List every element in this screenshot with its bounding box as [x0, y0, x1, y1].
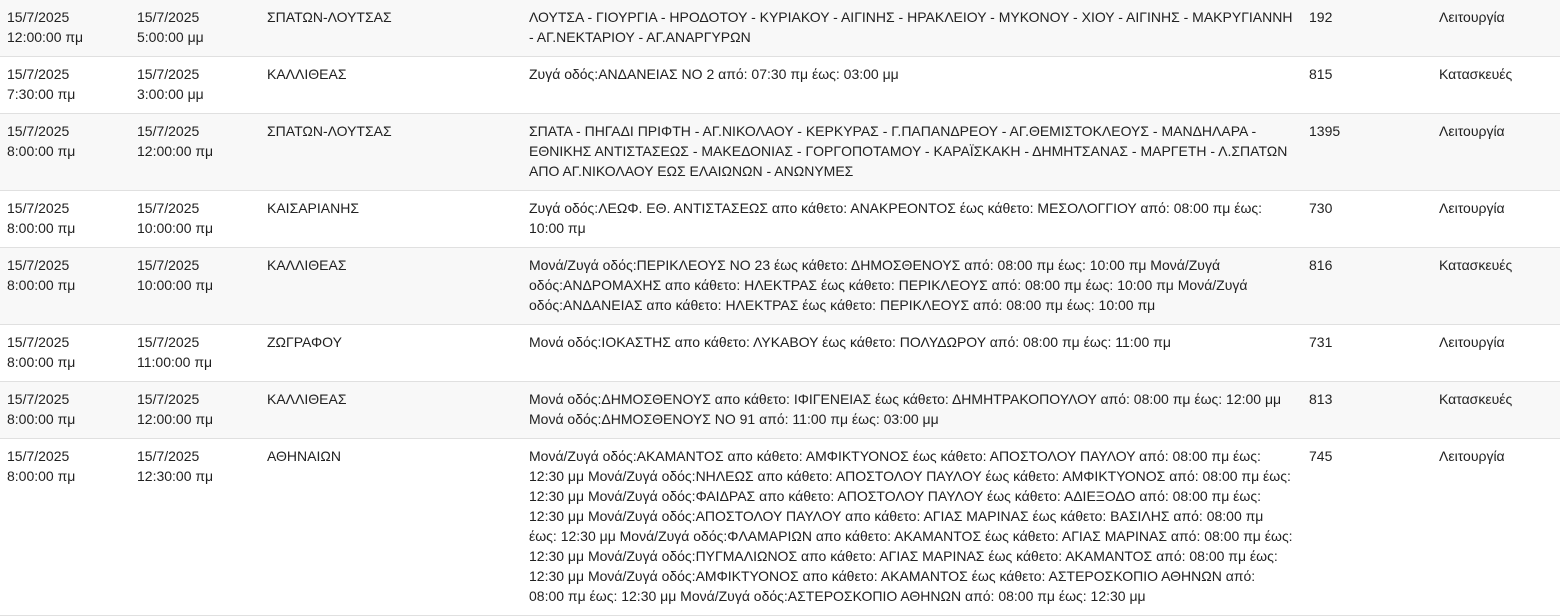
start-datetime-cell: [0, 248, 130, 325]
table-row: [0, 325, 1560, 382]
code-cell: 1395: [1309, 123, 1341, 139]
start-date: 15/7/2025: [7, 391, 70, 407]
type-cell: Λειτουργία: [1439, 123, 1505, 139]
end-time: 3:00:00 μμ: [137, 86, 204, 102]
start-date: 15/7/2025: [7, 257, 70, 273]
table-row: [0, 248, 1560, 325]
description-cell: Μονά/Ζυγά οδός:ΠΕΡΙΚΛΕΟΥΣ ΝΟ 23 έως κάθετο: ΔΗΜΟΣΘΕΝΟΥΣ από: 08:00 πμ έως: 10:00 πμ Μονά/Ζυγά οδός:ΑΝΔΡΟΜΑΧΗΣ απο κάθετο: ΗΛΕΚΤΡΑΣ έως κάθετο: ΠΕΡΙΚΛΕΟΥΣ από: 08:00 πμ έως: 10:00 πμ Μονά/Ζυγά οδός:ΑΝΔΑΝΕΙΑΣ απο κάθετο: ΗΛΕΚΤΡΑΣ έως κάθετο: ΠΕΡΙΚΛΕΟΥΣ από: 08:00 πμ έως: 10:00 πμ: [529, 257, 1248, 313]
table-row: [0, 0, 1560, 57]
start-time: 8:00:00 πμ: [7, 143, 76, 159]
description-cell: Μονά/Ζυγά οδός:ΑΚΑΜΑΝΤΟΣ απο κάθετο: ΑΜΦΙΚΤΥΟΝΟΣ έως κάθετο: ΑΠΟΣΤΟΛΟΥ ΠΑΥΛΟΥ από: 08:00 πμ έως: 12:30 μμ Μονά/Ζυγά οδός:ΝΗΛΕΩΣ απο κάθετο: ΑΠΟΣΤΟΛΟΥ ΠΑΥΛΟΥ έως κάθετο: ΑΜΦΙΚΤΥΟΝΟΣ από: 08:00 πμ έως: 12:30 μμ Μονά/Ζυγά οδός:ΦΑΙΔΡΑΣ απο κάθετο: ΑΠΟΣΤΟΛΟΥ ΠΑΥΛΟΥ έως κάθετο: ΑΔΙΕΞΟΔΟ από: 08:00 πμ έως: 12:30 μμ Μονά/Ζυγά οδός:ΑΠΟΣΤΟΛΟΥ ΠΑΥΛΟΥ απο κάθετο: ΑΓΙΑΣ ΜΑΡΙΝΑΣ έως κάθετο: ΒΑΣΙΛΗΣ από: 08:00 πμ έως: 12:30 μμ Μονά/Ζυγά οδός:ΦΛΑΜΑΡΙΩΝ απο κάθετο: ΑΚΑΜΑΝΤΟΣ έως κάθετο: ΑΓΙΑΣ ΜΑΡΙΝΑΣ από: 08:00 πμ έως: 12:30 μμ Μονά/Ζυγά οδός:ΠΥΓΜΑΛΙΩΝΟΣ απο κάθετο: ΑΓΙΑΣ ΜΑΡΙΝΑΣ έως κάθετο: ΑΚΑΜΑΝΤΟΣ από: 08:00 πμ έως: 12:30 μμ Μονά/Ζυγά οδός:ΑΜΦΙΚΤΥΟΝΟΣ απο κάθετο: ΑΚΑΜΑΝΤΟΣ έως κάθετο: ΑΣΤΕΡΟΣΚΟΠΙΟ ΑΘΗΝΩΝ από: 08:00 πμ έως: 12:30 μμ Μονά/Ζυγά οδός:ΑΣΤΕΡΟΣΚΟΠΙΟ ΑΘΗΝΩΝ από: 08:00 πμ έως: 12:30 μμ: [529, 448, 1293, 604]
start-time: 7:30:00 πμ: [7, 86, 76, 102]
start-date: 15/7/2025: [7, 66, 70, 82]
type-cell: Κατασκευές: [1439, 66, 1513, 82]
end-time: 12:30:00 πμ: [137, 468, 214, 484]
start-date: 15/7/2025: [7, 334, 70, 350]
table-row: [0, 382, 1560, 439]
end-datetime-cell: [130, 114, 260, 191]
description-cell: ΣΠΑΤΑ - ΠΗΓΑΔΙ ΠΡΙΦΤΗ - ΑΓ.ΝΙΚΟΛΑΟΥ - ΚΕΡΚΥΡΑΣ - Γ.ΠΑΠΑΝΔΡΕΟΥ - ΑΓ.ΘΕΜΙΣΤΟΚΛΕΟΥΣ - ΜΑΝΔΗΛΑΡΑ - ΕΘΝΙΚΗΣ ΑΝΤΙΣΤΑΣΕΩΣ - ΜΑΚΕΔΟΝΙΑΣ - ΓΟΡΓΟΠΟΤΑΜΟΥ - ΚΑΡΑΪΣΚΑΚΗ - ΔΗΜΗΤΣΑΝΑΣ - ΜΑΡΓΕΤΗ - Λ.ΣΠΑΤΩΝ ΑΠΟ ΑΓ.ΝΙΚΟΛΑΟΥ ΕΩΣ ΕΛΑΙΩΝΩΝ - ΑΝΩΝΥΜΕΣ: [529, 123, 1288, 179]
start-datetime-cell: [0, 0, 130, 57]
end-datetime-cell: [130, 191, 260, 248]
start-date: 15/7/2025: [7, 9, 70, 25]
start-date: 15/7/2025: [7, 123, 70, 139]
type-cell: Λειτουργία: [1439, 200, 1505, 216]
end-time: 12:00:00 πμ: [137, 411, 214, 427]
start-datetime-cell: [0, 382, 130, 439]
end-time: 12:00:00 πμ: [137, 143, 214, 159]
end-date: 15/7/2025: [137, 334, 200, 350]
start-date: 15/7/2025: [7, 448, 70, 464]
description-cell: Μονά οδός:ΙΟΚΑΣΤΗΣ απο κάθετο: ΛΥΚΑΒΟΥ έως κάθετο: ΠΟΛΥΔΩΡΟΥ από: 08:00 πμ έως: 11:00 πμ: [529, 334, 1171, 350]
type-cell: Λειτουργία: [1439, 334, 1505, 350]
start-time: 8:00:00 πμ: [7, 411, 76, 427]
description-cell: ΛΟΥΤΣΑ - ΓΙΟΥΡΓΙΑ - ΗΡΟΔΟΤΟΥ - ΚΥΡΙΑΚΟΥ - ΑΙΓΙΝΗΣ - ΗΡΑΚΛΕΙΟΥ - ΜΥΚΟΝΟΥ - ΧΙΟΥ - ΑΙΓΙΝΗΣ - ΜΑΚΡΥΓΙΑΝΝΗ - ΑΓ.ΝΕΚΤΑΡΙΟΥ - ΑΓ.ΑΝΑΡΓΥΡΩΝ: [529, 9, 1293, 45]
end-date: 15/7/2025: [137, 9, 200, 25]
municipality-cell: ΣΠΑΤΩΝ-ΛΟΥΤΣΑΣ: [267, 9, 392, 25]
type-cell: Κατασκευές: [1439, 391, 1513, 407]
start-datetime-cell: [0, 439, 130, 616]
municipality-cell: ΑΘΗΝΑΙΩΝ: [267, 448, 341, 464]
municipality-cell: ΚΑΛΛΙΘΕΑΣ: [267, 66, 347, 82]
municipality-cell: ΣΠΑΤΩΝ-ΛΟΥΤΣΑΣ: [267, 123, 392, 139]
municipality-cell: ΖΩΓΡΑΦΟΥ: [267, 334, 342, 350]
end-date: 15/7/2025: [137, 391, 200, 407]
end-time: 11:00:00 πμ: [137, 354, 213, 370]
end-datetime-cell: [130, 0, 260, 57]
end-time: 5:00:00 μμ: [137, 29, 204, 45]
start-time: 8:00:00 πμ: [7, 354, 76, 370]
table-row: [0, 57, 1560, 114]
end-datetime-cell: [130, 325, 260, 382]
table-row: [0, 191, 1560, 248]
code-cell: 192: [1309, 9, 1333, 25]
description-cell: Μονά οδός:ΔΗΜΟΣΘΕΝΟΥΣ απο κάθετο: ΙΦΙΓΕΝΕΙΑΣ έως κάθετο: ΔΗΜΗΤΡΑΚΟΠΟΥΛΟΥ από: 08:00 πμ έως: 12:00 μμ Μονά οδός:ΔΗΜΟΣΘΕΝΟΥΣ ΝΟ 91 από: 11:00 πμ έως: 03:00 μμ: [529, 391, 1282, 427]
start-time: 8:00:00 πμ: [7, 277, 76, 293]
table-row: [0, 114, 1560, 191]
code-cell: 745: [1309, 448, 1333, 464]
type-cell: Κατασκευές: [1439, 257, 1513, 273]
start-time: 8:00:00 πμ: [7, 468, 76, 484]
end-date: 15/7/2025: [137, 448, 200, 464]
code-cell: 730: [1309, 200, 1333, 216]
start-datetime-cell: [0, 325, 130, 382]
table-row: [0, 439, 1560, 616]
start-datetime-cell: [0, 191, 130, 248]
end-datetime-cell: [130, 439, 260, 616]
municipality-cell: ΚΑΛΛΙΘΕΑΣ: [267, 257, 347, 273]
start-time: 8:00:00 πμ: [7, 220, 76, 236]
end-time: 10:00:00 πμ: [137, 220, 214, 236]
start-date: 15/7/2025: [7, 200, 70, 216]
description-cell: Ζυγά οδός:ΛΕΩΦ. ΕΘ. ΑΝΤΙΣΤΑΣΕΩΣ απο κάθετο: ΑΝΑΚΡΕΟΝΤΟΣ έως κάθετο: ΜΕΣΟΛΟΓΓΙΟΥ από: 08:00 πμ έως: 10:00 πμ: [529, 200, 1263, 236]
end-date: 15/7/2025: [137, 66, 200, 82]
start-time: 12:00:00 πμ: [7, 29, 84, 45]
end-datetime-cell: [130, 57, 260, 114]
description-cell: Ζυγά οδός:ΑΝΔΑΝΕΙΑΣ ΝΟ 2 από: 07:30 πμ έως: 03:00 μμ: [529, 66, 899, 82]
code-cell: 815: [1309, 66, 1333, 82]
start-datetime-cell: [0, 114, 130, 191]
end-date: 15/7/2025: [137, 200, 200, 216]
type-cell: Λειτουργία: [1439, 9, 1505, 25]
code-cell: 731: [1309, 334, 1333, 350]
start-datetime-cell: [0, 57, 130, 114]
end-date: 15/7/2025: [137, 123, 200, 139]
municipality-cell: ΚΑΙΣΑΡΙΑΝΗΣ: [267, 200, 359, 216]
end-date: 15/7/2025: [137, 257, 200, 273]
code-cell: 816: [1309, 257, 1333, 273]
end-datetime-cell: [130, 382, 260, 439]
type-cell: Λειτουργία: [1439, 448, 1505, 464]
end-time: 10:00:00 πμ: [137, 277, 214, 293]
code-cell: 813: [1309, 391, 1333, 407]
end-datetime-cell: [130, 248, 260, 325]
municipality-cell: ΚΑΛΛΙΘΕΑΣ: [267, 391, 347, 407]
